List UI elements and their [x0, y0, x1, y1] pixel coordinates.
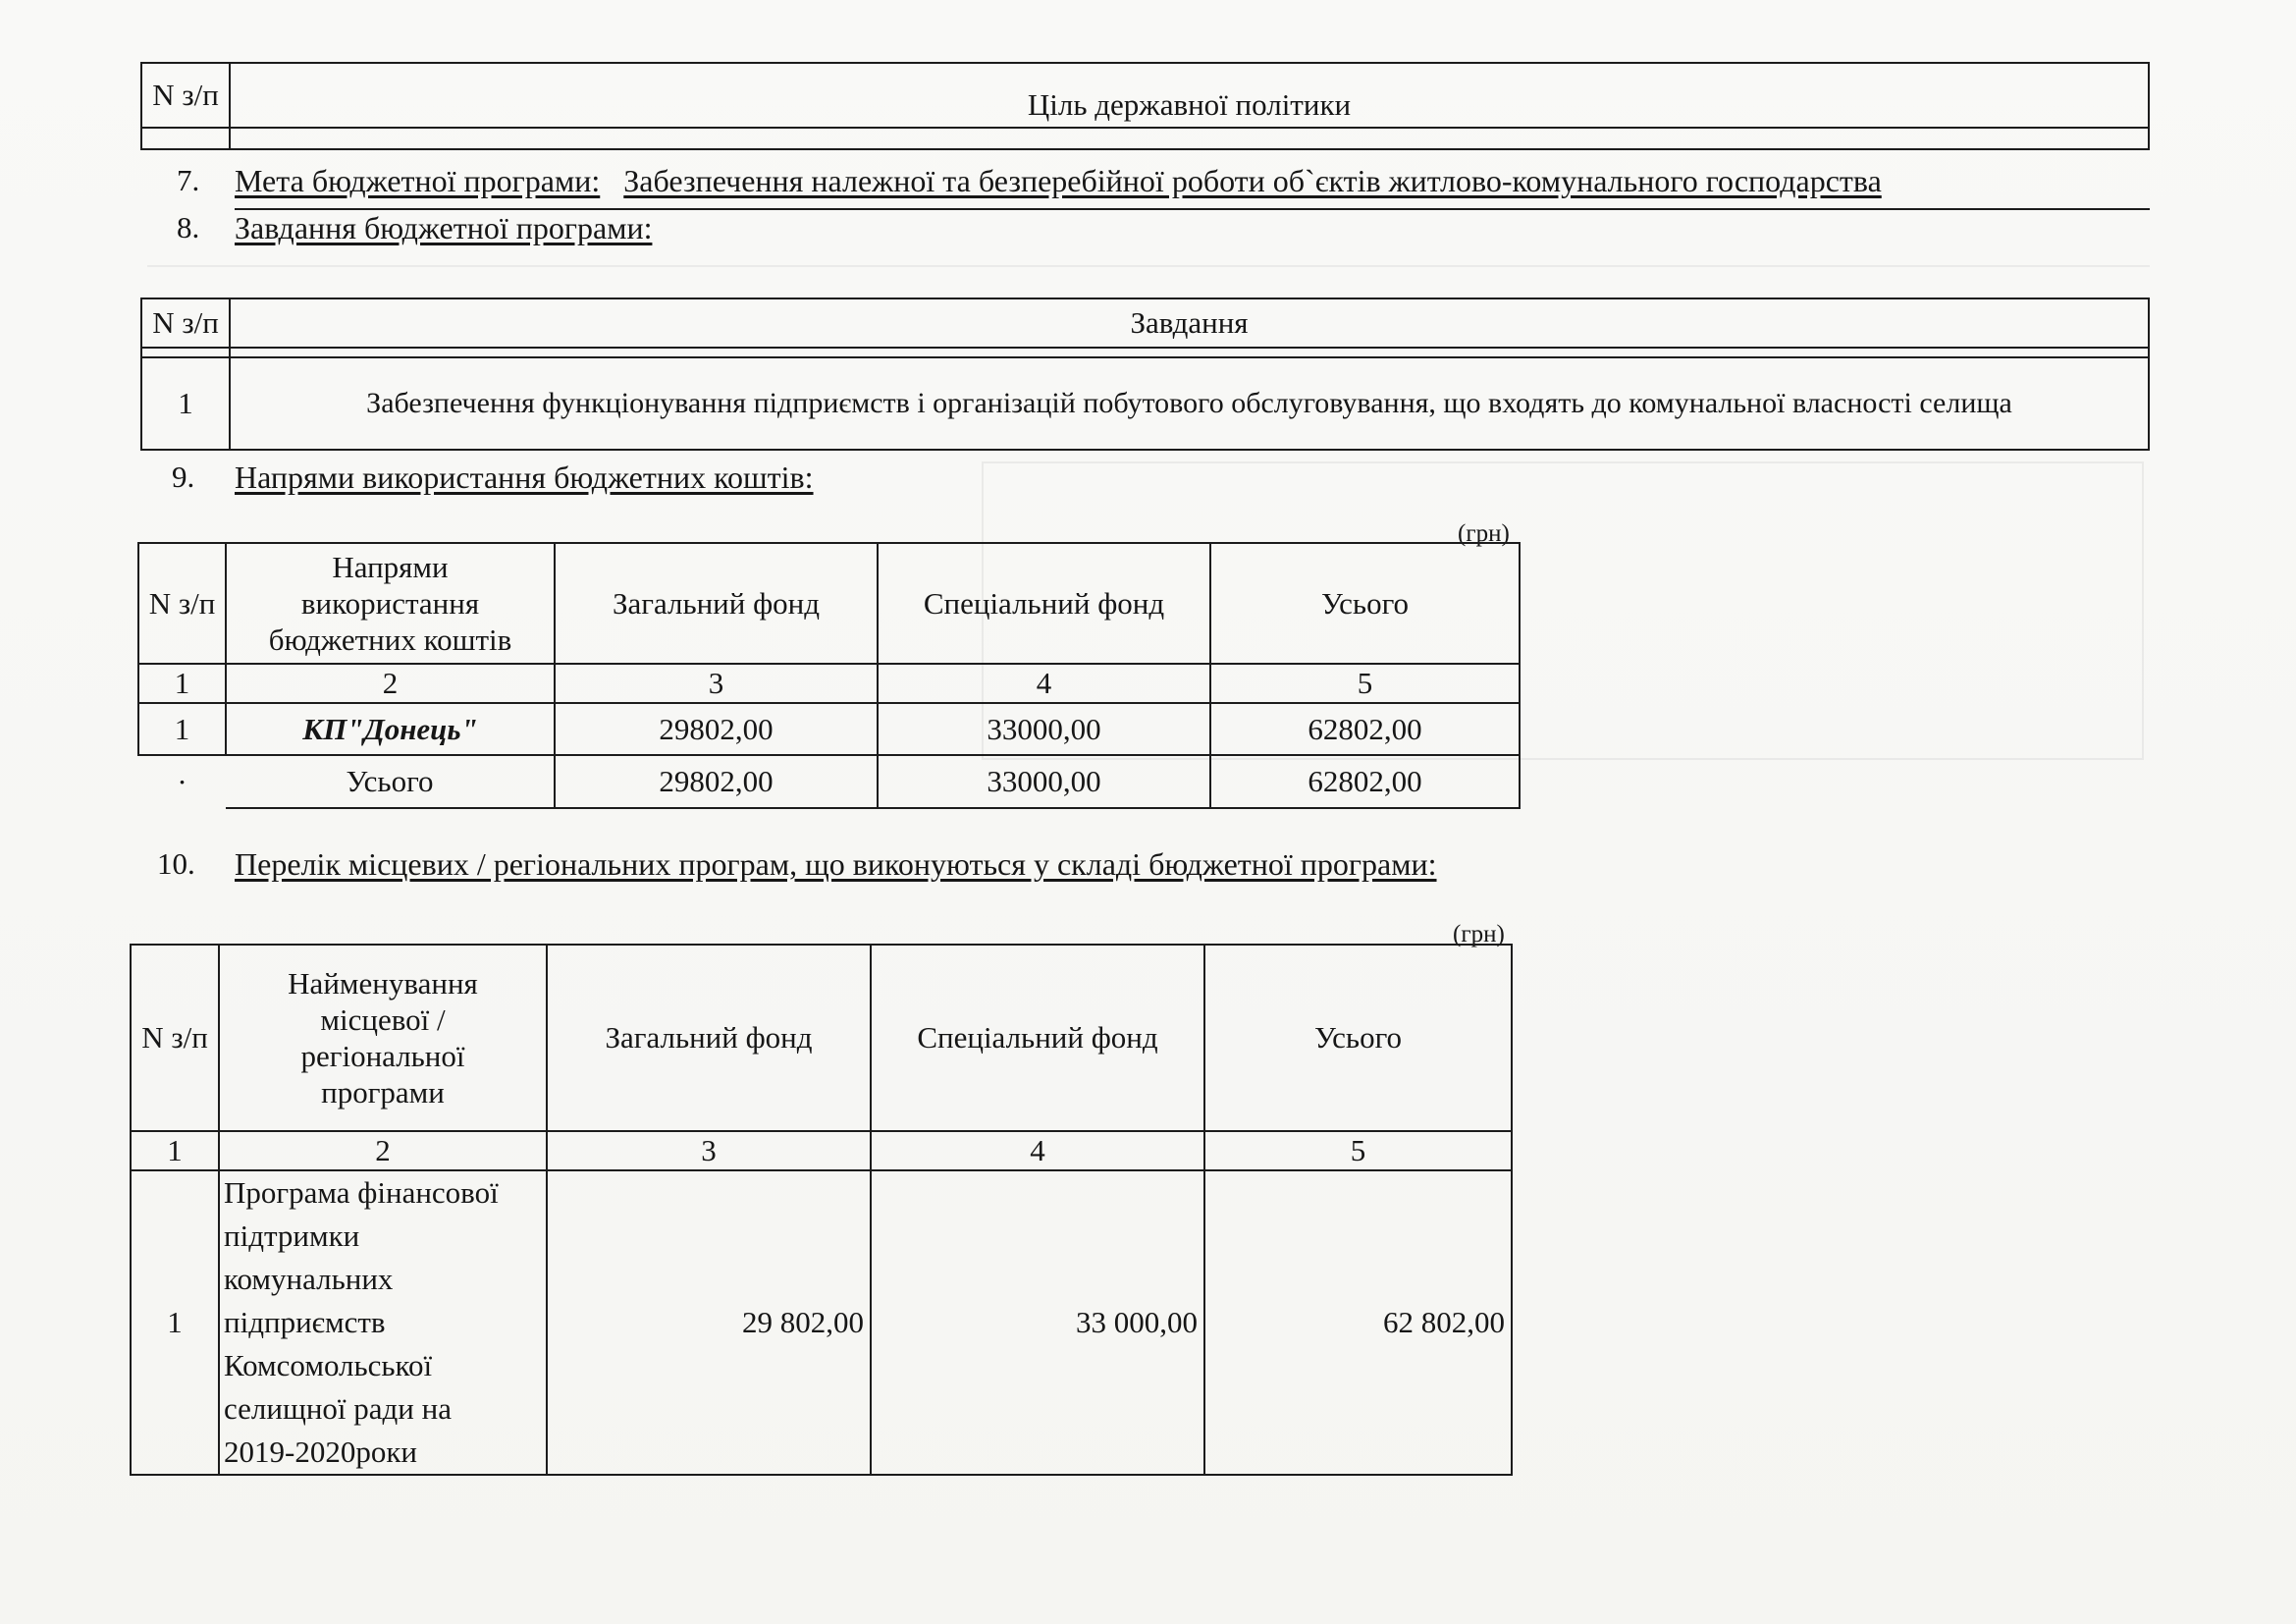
- budget-program-goal-text: Забезпечення належної та безперебійної роботи об`єктів житлово-комунального господарства: [623, 163, 1882, 198]
- budget-program-tasks-label: Завдання бюджетної програми:: [235, 210, 653, 245]
- direction-name: КП"Донець": [226, 703, 555, 755]
- table-row: [141, 357, 2149, 450]
- directions-colnum-5: 5: [1210, 664, 1520, 703]
- item-8-number: 8.: [177, 210, 200, 244]
- program-total: 62 802,00: [1204, 1170, 1512, 1475]
- programs-colnum-2: 2: [219, 1131, 547, 1170]
- programs-header-general: Загальний фонд: [547, 945, 871, 1131]
- table-row: [138, 703, 1520, 755]
- programs-header-total: Усього: [1204, 945, 1512, 1131]
- programs-unit-label: (грн): [1453, 921, 1505, 947]
- direction-general-fund: 29802,00: [555, 703, 878, 755]
- direction-total: 62802,00: [1210, 703, 1520, 755]
- programs-header-no: N з/п: [131, 945, 219, 1131]
- directions-header-total: Усього: [1210, 543, 1520, 664]
- total-row: [138, 755, 1520, 808]
- programs-colnum-1: 1: [131, 1131, 219, 1170]
- task-text: Забезпечення функціонування підприємств і організацій побутового обслуговування, що входять до комунальної власності селища: [230, 357, 2149, 450]
- directions-total-label: Усього: [226, 755, 555, 808]
- tasks-header-no: N з/п: [141, 298, 230, 348]
- directions-header-general: Загальний фонд: [555, 543, 878, 664]
- table-row: [131, 1170, 1512, 1475]
- policy-goal-header-title: Ціль державної політики: [230, 63, 2149, 128]
- policy-goal-header-no: N з/п: [141, 63, 230, 128]
- tasks-header-task: Завдання: [230, 298, 2149, 348]
- directions-colnum-4: 4: [878, 664, 1210, 703]
- directions-colnum-3: 3: [555, 664, 878, 703]
- programs-header-special: Спеціальний фонд: [871, 945, 1204, 1131]
- programs-table: [130, 944, 1513, 1476]
- policy-goal-empty-cell: [141, 128, 230, 149]
- directions-header-name: Напрями використання бюджетних коштів: [226, 543, 555, 664]
- programs-header-name: Найменування місцевої / регіональної програми: [219, 945, 547, 1131]
- tasks-spacer-cell: [230, 348, 2149, 357]
- directions-unit-label: (грн): [1458, 520, 1510, 547]
- program-general-fund: 29 802,00: [547, 1170, 871, 1475]
- budget-program-goal-label: Мета бюджетної програми:: [235, 163, 601, 198]
- directions-total-special: 33000,00: [878, 755, 1210, 808]
- direction-special-fund: 33000,00: [878, 703, 1210, 755]
- directions-table: [137, 542, 1521, 809]
- program-special-fund: 33 000,00: [871, 1170, 1204, 1475]
- fund-directions-label: Напрями використання бюджетних коштів:: [235, 460, 814, 495]
- directions-total-no: ·: [138, 755, 226, 808]
- directions-total-general: 29802,00: [555, 755, 878, 808]
- policy-goal-table: [140, 62, 2150, 150]
- tasks-table: [140, 298, 2150, 451]
- directions-colnum-1: 1: [138, 664, 226, 703]
- directions-total-total: 62802,00: [1210, 755, 1520, 808]
- item-10-number: 10.: [157, 846, 195, 881]
- program-name: Програма фінансової підтримки комунальних підприємств Комсомольської селищної ради на 2019-2020роки: [219, 1170, 547, 1475]
- direction-no: 1: [138, 703, 226, 755]
- directions-header-special: Спеціальний фонд: [878, 543, 1210, 664]
- budget-program-goal: [235, 163, 1882, 199]
- bleed-through-decoration: [147, 265, 2150, 267]
- item-9-number: 9.: [172, 460, 195, 494]
- programs-colnum-5: 5: [1204, 1131, 1512, 1170]
- task-no: 1: [141, 357, 230, 450]
- policy-goal-empty-cell: [230, 128, 2149, 149]
- programs-colnum-4: 4: [871, 1131, 1204, 1170]
- tasks-spacer-cell: [141, 348, 230, 357]
- local-programs-label: Перелік місцевих / регіональних програм, що виконуються у складі бюджетної програми:: [235, 846, 1437, 882]
- directions-header-no: N з/п: [138, 543, 226, 664]
- programs-colnum-3: 3: [547, 1131, 871, 1170]
- program-no: 1: [131, 1170, 219, 1475]
- directions-colnum-2: 2: [226, 664, 555, 703]
- item-7-number: 7.: [177, 163, 200, 197]
